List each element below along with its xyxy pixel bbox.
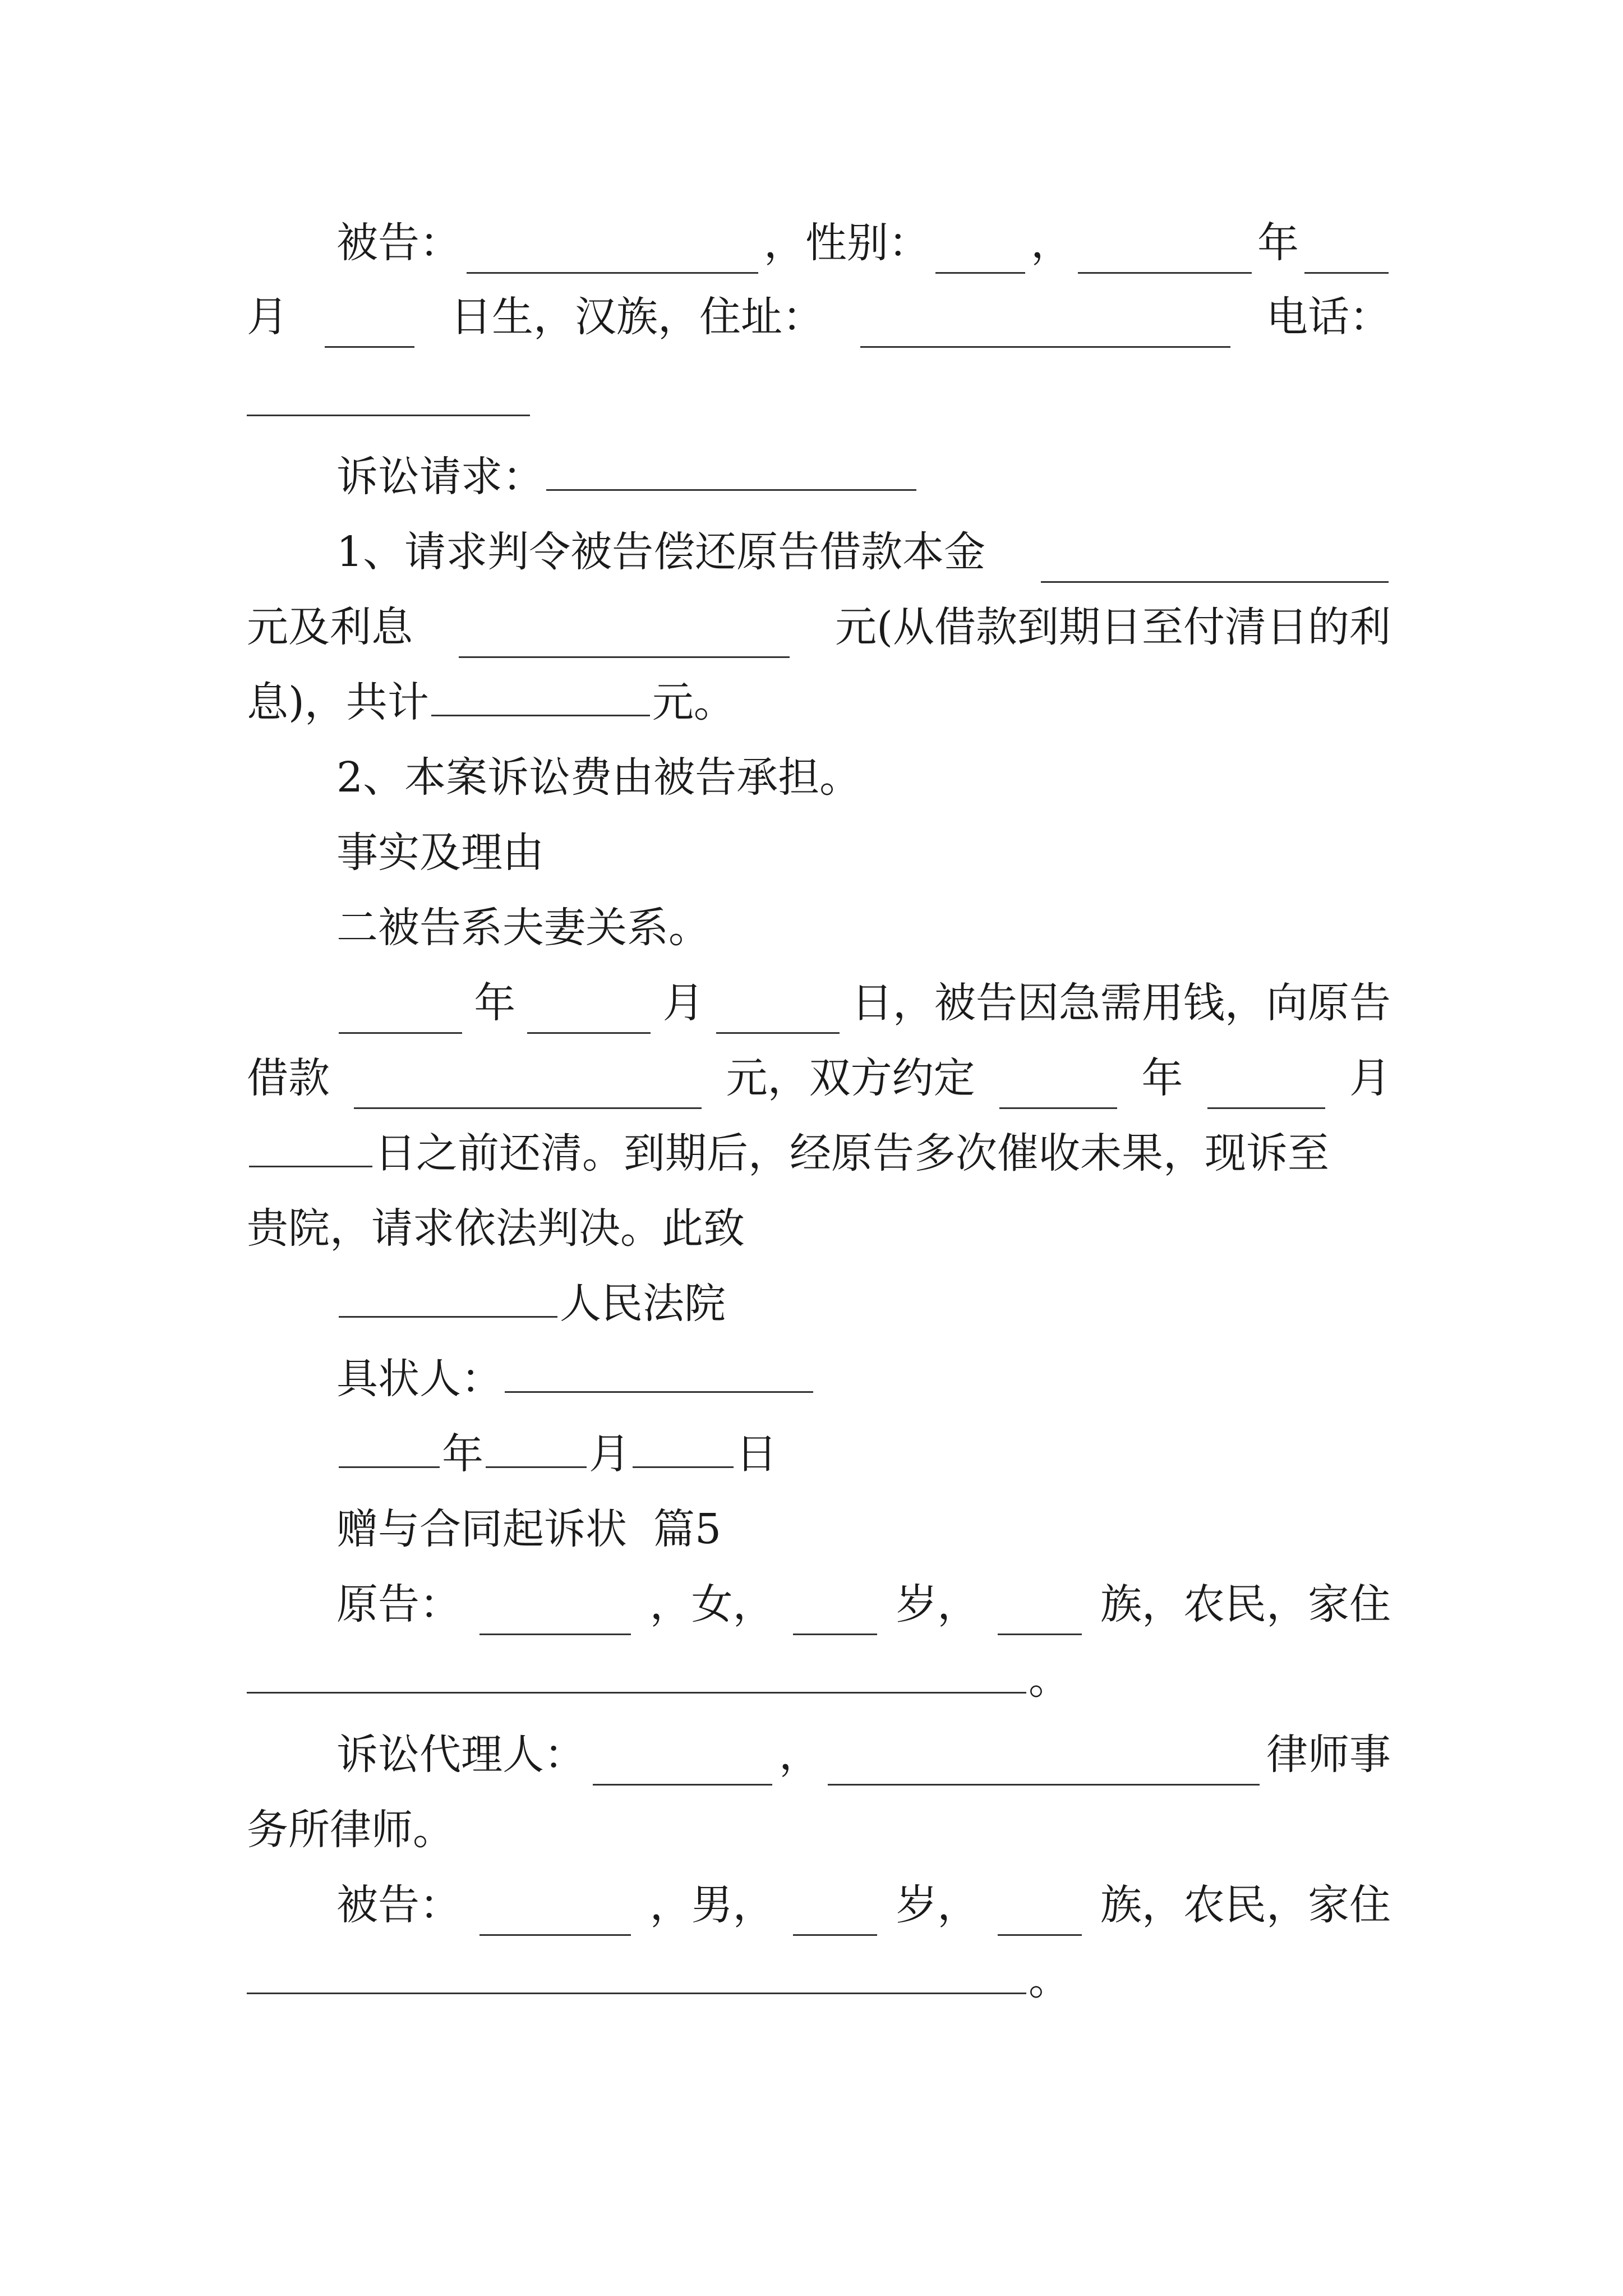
- blank-field[interactable]: [339, 1424, 440, 1468]
- month-label: 月: [662, 979, 704, 1027]
- section-title: 赠与合同起诉状 篇5: [336, 1505, 722, 1553]
- blank-field[interactable]: [716, 990, 840, 1034]
- blank-field[interactable]: [633, 1424, 734, 1468]
- defendant-label: 被告：: [336, 219, 461, 267]
- facts-line-1: [336, 972, 1391, 1034]
- claims-label: 诉讼请求：: [336, 453, 544, 501]
- date-line: [336, 1423, 1391, 1485]
- blank-field[interactable]: [325, 303, 414, 348]
- blank-field[interactable]: [1078, 229, 1252, 274]
- blank-field[interactable]: [249, 1123, 372, 1167]
- facts-line-4: [247, 1198, 1391, 1259]
- blank-field[interactable]: [459, 614, 790, 658]
- period: 。: [1029, 1655, 1070, 1704]
- blank-field[interactable]: [479, 1892, 631, 1936]
- agent-line-2: [247, 1799, 1391, 1861]
- facts-text: 日，被告因急需用钱，向原告: [851, 979, 1391, 1027]
- plaintiff-address-line: [247, 1649, 1391, 1710]
- section-title-line: [336, 1498, 1391, 1560]
- interest-label: 元及利息: [247, 603, 413, 651]
- agent-label: 诉讼代理人：: [336, 1731, 585, 1779]
- claim2-line: [336, 747, 1391, 808]
- period: 。: [1029, 1956, 1070, 2004]
- age-text: 岁，: [896, 1881, 979, 1929]
- agent-line-1: [336, 1724, 1391, 1786]
- facts-line-3: [247, 1122, 1391, 1184]
- relation-line: [336, 897, 1391, 959]
- blank-field[interactable]: [1041, 539, 1389, 583]
- blank-field[interactable]: [479, 1591, 631, 1635]
- blank-field[interactable]: [247, 1649, 1026, 1694]
- relation-text: 二被告系夫妻关系。: [336, 904, 710, 952]
- court-label: 人民法院: [560, 1280, 726, 1328]
- claim1-line-1: [336, 521, 1391, 583]
- ethnicity-text: 族，农民，家住: [1100, 1580, 1391, 1628]
- signer-line: [336, 1348, 1391, 1410]
- blank-field[interactable]: [546, 447, 916, 491]
- defendant-line-1: [336, 212, 1391, 274]
- loan-label: 借款: [247, 1054, 330, 1102]
- month-label: 月: [247, 293, 288, 341]
- court-line: [336, 1273, 1391, 1335]
- firm-suffix: 律师事: [1266, 1731, 1391, 1779]
- agreement-text: 元，双方约定: [726, 1054, 975, 1102]
- blank-field[interactable]: [593, 1741, 772, 1786]
- blank-field[interactable]: [793, 1892, 877, 1936]
- facts-text: 贵院，请求依法判决。此致: [247, 1204, 745, 1253]
- claim2-text: 2、本案诉讼费由被告承担。: [336, 753, 861, 802]
- claim1-text: 1、请求判令被告偿还原告借款本金: [336, 528, 986, 576]
- defendant2-line: [336, 1874, 1391, 1936]
- facts-title-line: [336, 822, 1391, 884]
- claim1-line-3: [247, 671, 1391, 733]
- blank-field[interactable]: [998, 1591, 1082, 1635]
- gender-text: ，男，: [649, 1881, 774, 1929]
- month-label: 月: [589, 1430, 630, 1478]
- defendant2-address-line: [247, 1949, 1391, 2011]
- blank-field[interactable]: [793, 1591, 877, 1635]
- facts-title: 事实及理由: [336, 829, 544, 877]
- gender-label: ，性别：: [764, 219, 930, 267]
- blank-field[interactable]: [486, 1424, 587, 1468]
- year-label: 年: [1257, 219, 1299, 267]
- agent-text: 务所律师。: [247, 1806, 454, 1854]
- blank-field[interactable]: [1207, 1065, 1325, 1109]
- ethnicity-text: 族，农民，家住: [1100, 1881, 1391, 1929]
- blank-field[interactable]: [467, 229, 758, 274]
- facts-text: 日之前还清。到期后，经原告多次催收未果，现诉至: [375, 1129, 1329, 1177]
- claims-line: [336, 446, 1391, 508]
- blank-field[interactable]: [431, 672, 650, 716]
- blank-field[interactable]: [354, 1065, 702, 1109]
- blank-field[interactable]: [998, 1892, 1082, 1936]
- comma: ，: [1031, 219, 1072, 267]
- yuan-end: 元。: [652, 678, 735, 726]
- month-label: 月: [1349, 1054, 1391, 1102]
- blank-field[interactable]: [828, 1741, 1260, 1786]
- day-label: 日: [736, 1430, 777, 1478]
- blank-field[interactable]: [339, 990, 462, 1034]
- age-text: 岁，: [896, 1580, 979, 1628]
- blank-field[interactable]: [527, 990, 651, 1034]
- interest-text: 元(从借款到期日至付清日的利: [835, 603, 1391, 651]
- claim1-line-2: [247, 596, 1391, 658]
- comma: ，: [779, 1731, 820, 1779]
- year-label: 年: [1141, 1054, 1183, 1102]
- blank-field[interactable]: [935, 229, 1025, 274]
- defendant-line-2: [247, 286, 1391, 348]
- facts-line-2: [247, 1047, 1391, 1109]
- defendant2-label: 被告：: [336, 1881, 461, 1929]
- gender-text: ，女，: [649, 1580, 774, 1628]
- blank-field[interactable]: [1304, 229, 1389, 274]
- year-label: 年: [442, 1430, 483, 1478]
- plaintiff-line: [336, 1573, 1391, 1635]
- blank-field[interactable]: [999, 1065, 1117, 1109]
- blank-field[interactable]: [860, 303, 1230, 348]
- born-address-label: 日生，汉族，住址：: [450, 293, 824, 341]
- blank-field[interactable]: [339, 1273, 557, 1318]
- blank-field[interactable]: [247, 414, 530, 416]
- total-label: 息)，共计: [247, 678, 429, 726]
- year-label: 年: [474, 979, 516, 1027]
- signer-label: 具状人：: [336, 1355, 502, 1403]
- blank-field[interactable]: [247, 1950, 1026, 1994]
- plaintiff-label: 原告：: [336, 1580, 461, 1628]
- phone-label: 电话：: [1266, 293, 1391, 341]
- blank-field[interactable]: [505, 1349, 813, 1393]
